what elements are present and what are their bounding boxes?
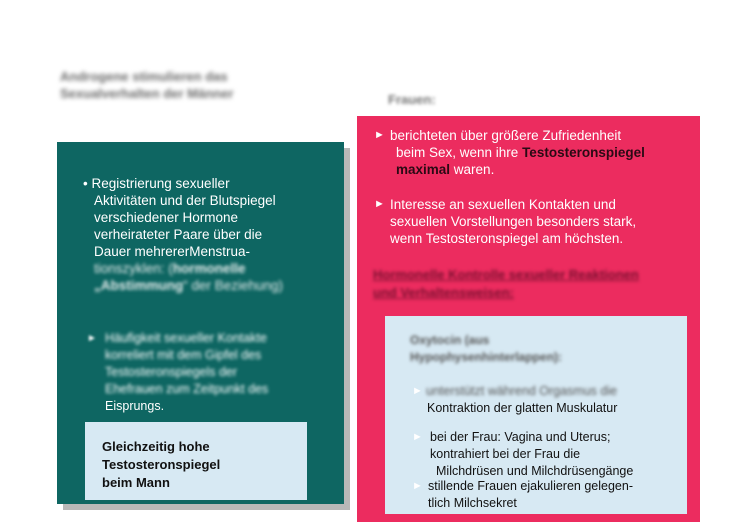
arrow-right-icon: ►	[87, 333, 97, 344]
oxytocin-item1-line: Kontraktion der glatten Muskulatur	[427, 401, 618, 415]
women-item1-line: beim Sex, wenn ihre Testosteronspiegel	[396, 145, 645, 160]
oxytocin-heading: Oxytocin (aus Hypophysenhinterlappen):	[410, 333, 563, 364]
arrow-right-icon: ►	[412, 385, 423, 397]
women-heading: Frauen:	[388, 92, 436, 107]
men-bullet1-blurred-line: tionszyklen: (hormonelle	[94, 261, 246, 276]
oxytocin-item2-line: bei der Frau: Vagina und Uterus;	[430, 430, 611, 444]
women-item2-line: sexuellen Vorstellungen besonders stark,	[390, 214, 637, 229]
men-bullet1-line: verschiedener Hormone	[94, 210, 239, 225]
arrow-right-icon: ►	[374, 198, 385, 210]
oxytocin-item-milk	[412, 478, 682, 512]
men-bullet2-blurred-line: Häufigkeit sexueller Kontakte	[105, 331, 267, 345]
oxytocin-item2-line: kontrahiert bei der Frau die	[430, 447, 581, 461]
men-panel	[57, 142, 344, 504]
oxytocin-box	[385, 316, 687, 514]
men-bullet1-blurred-line: „Abstimmung“ der Beziehung)	[94, 278, 284, 293]
women-item2-line: Interesse an sexuellen Kontakten und	[390, 197, 616, 212]
hormonal-control-heading: Hormonelle Kontrolle sexueller Reaktionen und Verhaltensweisen:	[373, 267, 639, 300]
men-callout-box	[85, 422, 307, 500]
men-bullet1-line: verheirateter Paare über die	[94, 227, 263, 242]
bullet-dot: •	[83, 176, 88, 191]
oxytocin-item-women	[412, 429, 682, 480]
men-callout-text: Gleichzeitig hohe Testosteronspiegel beim Mann	[102, 439, 221, 490]
men-bullet2-blurred-line: Testosteronspiegels der	[105, 365, 238, 379]
women-item-satisfaction	[374, 127, 694, 178]
men-bullet2-blurred-line: korreliert mit dem Gipfel des	[105, 348, 262, 362]
women-item1-line: maximal waren.	[396, 162, 495, 177]
women-item1-line: berichteten über größere Zufriedenheit	[390, 128, 622, 143]
men-bullet-registration	[83, 175, 333, 294]
slide-title: Androgene stimulieren das Sexualverhalten der Männer	[60, 69, 234, 101]
oxytocin-item3-line: tlich Milchsekret	[428, 496, 517, 510]
men-bullet2-blurred-line: Ehefrauen zum Zeitpunkt des	[105, 382, 269, 396]
women-panel	[357, 116, 700, 522]
oxytocin-item-contraction	[412, 383, 682, 417]
arrow-right-icon: ►	[412, 431, 423, 443]
oxytocin-item2-line: Milchdrüsen und Milchdrüsengänge	[436, 464, 634, 478]
oxytocin-item3-line: stillende Frauen ejakulieren gelegen-	[428, 479, 633, 493]
arrow-right-icon: ►	[412, 480, 423, 492]
women-item2-line: wenn Testosteronspiegel am höchsten.	[390, 231, 624, 246]
men-bullet-frequency	[87, 330, 327, 415]
women-item-interest	[374, 196, 694, 247]
men-bullet1-line: Dauer mehrererMenstrua-	[94, 244, 251, 259]
oxytocin-item1-blurred-line: unterstützt während Orgasmus die	[426, 384, 618, 398]
arrow-right-icon: ►	[374, 129, 385, 141]
men-bullet2-last-line: Eisprungs.	[105, 399, 165, 413]
men-bullet1-line: Registrierung sexueller	[91, 176, 230, 191]
men-bullet1-line: Aktivitäten und der Blutspiegel	[94, 193, 276, 208]
